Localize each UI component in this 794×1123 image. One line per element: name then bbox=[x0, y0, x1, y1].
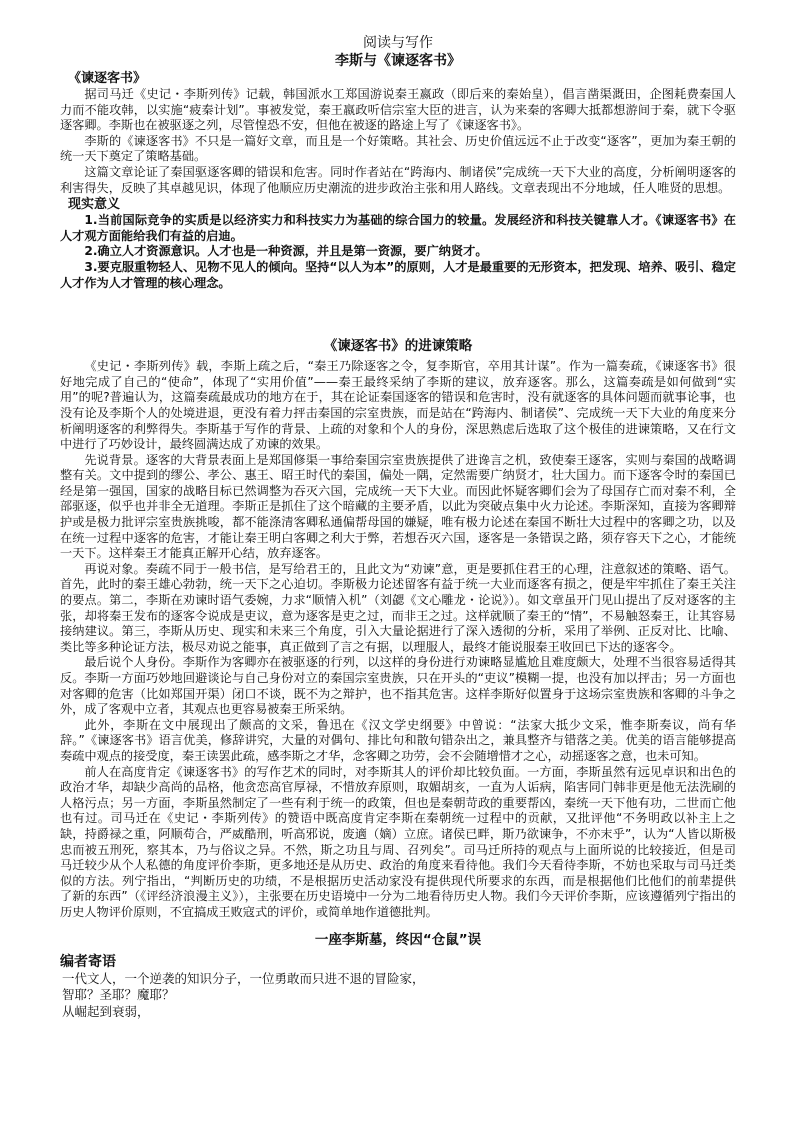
doc-subtitle: 李斯与《谏逐客书》 bbox=[335, 53, 461, 69]
section3-heading: 《谏逐客书》的进谏策略 bbox=[323, 338, 473, 355]
section2-item: 3.要克服重物轻人、见物不见人的倾向。坚持“以人为本”的原则，人才是最重要的无形资本，把发现、培养、吸引、稳定人才作为人才管理的核心理念。 bbox=[60, 259, 736, 290]
section2-item: 1.当前国际竞争的实质是以经济实力和科技实力为基础的综合国力的较量。发展经济和科技关键靠人才。《谏逐客书》在人才观方面能给我们有益的启迪。 bbox=[60, 213, 736, 243]
editor-note-line: 一代文人，一个逆袭的知识分子，一位勇敢而只进不退的冒险家， bbox=[62, 970, 425, 986]
editor-note-line: 智耶？圣耶？魔耶？ bbox=[62, 987, 175, 1002]
section3-paragraph: 再说对象。奏疏不同于一般书信，是写给君王的，且此文为“劝谏”意，更是要抓住君王的心理，注意叙述的策略、语气。首先，此时的秦王雄心勃勃，统一天下之心迫切。李斯极力论述留客有益于统一大业而逐客有损之，便是牢牢抓住了秦王关注的要点。第二，李斯在劝谏时语气委婉，力求“顺情入机”（刘勰《文心雕龙・论说》）。如文章虽开门见山提出了反对逐客的主张，却将秦王发布的逐客令说成是吏议，意为逐客是吏之过，而非王之过。这样就顺了秦王的“情”，不易触怒秦王，让其容易接纳建议。第三，李斯从历史、现实和未来三个角度，引入大量论据进行了深入透彻的分析，采用了举例、正反对比、比喻、类比等多种论证方法，极尽劝说之能事，真正做到了言之有据，以理服人，最终才能说服秦王收回已下达的逐客令。 bbox=[60, 561, 736, 654]
section1-paragraph: 这篇文章论证了秦国驱逐客卿的错误和危害。同时作者站在“跨海内、制诸侯”完成统一天下大业的高度，分析阐明逐客的利害得失，反映了其卓越见识，体现了他顺应历史潮流的进步政治主张和用人路线。文章表现出不分地域，任人唯贤的思想。 bbox=[60, 164, 736, 195]
editor-note-line: 从崛起到衰弱， bbox=[62, 1003, 150, 1019]
spacer bbox=[60, 291, 736, 337]
section3-paragraph: 《史记・李斯列传》载，李斯上疏之后，“秦王乃除逐客之令，复李斯官，卒用其计谋”。作为一篇奏疏，《谏逐客书》很好地完成了自己的“使命”，体现了“实用价值”——秦王最终采纳了李斯的建议，放弃逐客。那么，这篇奏疏是如何做到“实用”的呢?普遍认为，这篇奏疏最成功的地方在于，其在论证秦国逐客的错误和危害时，没有就逐客的具体问题而就事论事，也没有论及李斯个人的处境进退，更没有着力抨击秦国的宗室贵族，而是站在“跨海内、制诸侯”、完成统一天下大业的角度来分析阐明逐客的利弊得失。李斯基于写作的背景、上疏的对象和个人的身份，深思熟虑后选取了这个极佳的进谏策略，又在行文中进行了巧妙设计，最终圆满达成了劝谏的效果。 bbox=[60, 359, 736, 452]
section2-item: 2.确立人才资源意识。人才也是一种资源，并且是第一资源，要广纳贤才。 bbox=[84, 244, 488, 259]
section3-paragraph: 前人在高度肯定《谏逐客书》的写作艺术的同时，对李斯其人的评价却比较负面。一方面，李斯虽然有远见卓识和出色的政治才华，却缺少高尚的品格，他贪恋高官厚禄，不惜放弃原则，取媚胡亥，一直为人诟病，陷害同门韩非更是他无法洗刷的人格污点；另一方面，李斯虽然制定了一些有利于统一的政策，但也是秦朝苛政的重要帮凶，秦统一天下他有功，二世而亡他也有过。司马迁在《史记・李斯列传》的赞语中既高度肯定李斯在秦朝统一过程中的贡献，又批评他“不务明政以补主上之缺，持爵禄之重，阿顺苟合，严威酷刑，听高邪说，废適（嫡）立庶。诸侯已畔，斯乃欲谏争，不亦末乎”，认为“人皆以斯极忠而被五刑死，察其本，乃与俗议之异。不然，斯之功且与周、召列矣”。司马迁所持的观点与上面所说的比较接近，但是司马迁较少从个人私德的角度评价李斯，更多地还是从历史、政治的角度来看待他。我们今天看待李斯，不妨也采取与司马迁类似的方法。列宁指出，“判断历史的功绩，不是根据历史活动家没有提供现代所要求的东西，而是根据他们比他们的前辈提供了新的东西”（《评经济浪漫主义》），主张要在历史语境中一分为二地看待历史人物。我们今天评价李斯，应该遵循列宁指出的历史人物评价原则，不宜搞成王败寇式的评价，或简单地作道德批判。 bbox=[60, 764, 736, 919]
editor-note-heading: 编者寄语 bbox=[60, 953, 116, 970]
section2-heading: 现实意义 bbox=[68, 197, 121, 213]
section3-paragraph: 最后说个人身份。李斯作为客卿亦在被驱逐的行列，以这样的身份进行劝谏略显尴尬且难度颇大，处理不当很容易适得其反。李斯一方面巧妙地回避谈论与自己身份对立的秦国宗室贵族，只在开头的“吏议”模糊一提，也没有加以抨击；另一方面也对客卿的危害（比如郑国开渠）闭口不谈，既不为之辩护，也不指其危害。这样李斯好似置身于这场宗室贵族和客卿的斗争之外，成了客观中立者，其观点也更容易被秦王所采纳。 bbox=[60, 655, 736, 717]
section4-heading: 一座李斯墓，终因“仓鼠”误 bbox=[314, 931, 482, 948]
spacer bbox=[60, 921, 736, 931]
section1-heading: 《谏逐客书》 bbox=[68, 71, 147, 86]
document-page bbox=[60, 34, 736, 1020]
doc-title: 阅读与写作 bbox=[363, 35, 433, 51]
section1-paragraph: 据司马迁《史记・李斯列传》记载，韩国派水工郑国游说秦王嬴政（即后来的秦始皇），倡言凿渠溉田，企图耗费秦国人力而不能攻韩，以实施“疲秦计划”。事被发觉，秦王嬴政听信宗室大臣的进言，认为来秦的客卿大抵都想游间于秦，就下令驱逐客卿。李斯也在被驱逐之列，尽管惶恐不安，但他在被逐的路途上写了《谏逐客书》。 bbox=[60, 87, 736, 133]
section3-paragraph: 先说背景。逐客的大背景表面上是郑国修渠一事给秦国宗室贵族提供了进谗言之机，致使秦王逐客，实则与秦国的战略调整有关。文中提到的缪公、孝公、惠王、昭王时代的秦国，偏处一隅，定然需要广纳贤才，壮大国力。而下逐客令时的秦国已经是第一强国，国家的战略目标已然调整为吞灭六国，完成统一天下大业。而因此怀疑客卿们会为了母国存亡而对秦不利，全部驱逐，似乎也并非全无道理。李斯正是抓住了这个暗藏的主要矛盾，以此为突破点集中火力论述。李斯深知，直接为客卿辩护或是极力批评宗室贵族挑唆，都不能涤清客卿私通偏帮母国的嫌疑，唯有极力论述在秦国不断壮大过程中的客卿之功，以及在统一过程中逐客的危害，才能让秦王明白客卿之利大于弊，若想吞灭六国，逐客是一条错误之路，须存容天下之心，才能统一天下。这样秦王才能真正解开心结，放弃逐客。 bbox=[60, 452, 736, 561]
section1-paragraph: 李斯的《谏逐客书》不只是一篇好文章，而且是一个好策略。其社会、历史价值远远不止于改变“逐客”，更加为秦王朝的统一天下奠定了策略基础。 bbox=[60, 133, 736, 164]
section3-paragraph: 此外，李斯在文中展现出了颇高的文采，鲁迅在《汉文学史纲要》中曾说：“法家大抵少文采，惟李斯奏议，尚有华辞。”《谏逐客书》语言优美，修辞讲究，大量的对偶句、排比句和散句错杂出之，兼具整齐与错落之美。优美的语言能够提高奏疏中观点的接受度，秦王读罢此疏，感李斯之才华，念客卿之功劳，会不会随增惜才之心，动摇逐客之意，也未可知。 bbox=[60, 717, 736, 763]
